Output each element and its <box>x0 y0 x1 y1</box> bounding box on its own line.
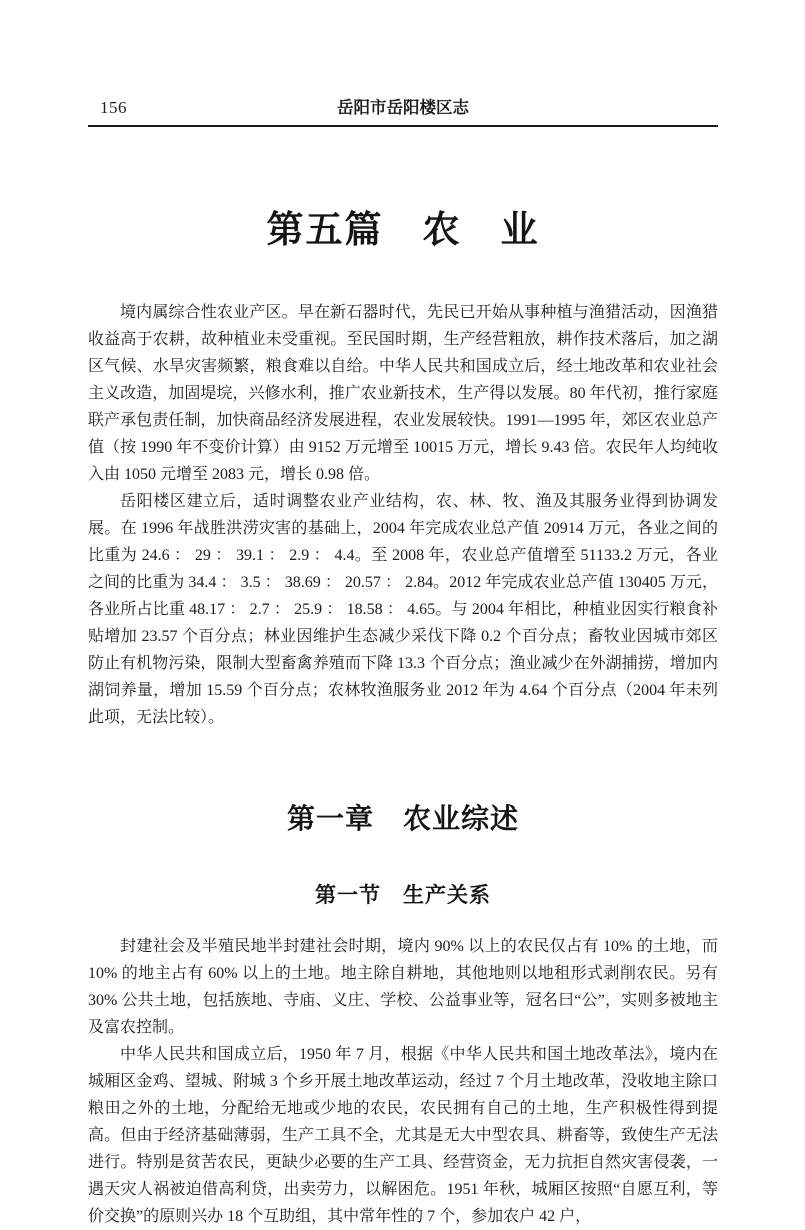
intro-paragraph-2: 岳阳楼区建立后，适时调整农业产业结构，农、林、牧、渔及其服务业得到协调发展。在 1996 年战胜洪涝灾害的基础上，2004 年完成农业总产值 20914 万元，各业之间的比重为 24.6 ： 29 ： 39.1 ： 2.9 ： 4.4。至 2008 年，农业总产值增至 51133.2 万元，各业之间的比重为 34.4 ： 3.5 ： 38.69 ： 20.57 ： 2.84。2012 年完成农业总产值 130405 万元，各业所占比重 48.17 ： 2.7 ： 25.9 ： 18.58 ： 4.65。与 2004 年相比，种植业因实行粮食补贴增加 23.57 个百分点；林业因维护生态减少采伐下降 0.2 个百分点；畜牧业因城市郊区防止有机物污染，限制大型畜禽养殖而下降 13.3 个百分点；渔业减少在外湖捕捞，增加内湖饲养量，增加 15.59 个百分点；农林牧渔服务业 2012 年为 4.64 个百分点（2004 年未列此项，无法比较）。 <box>88 493 718 726</box>
section-block <box>88 933 718 1230</box>
part-title: 第五篇 农 业 <box>266 210 540 251</box>
page-number: 156 <box>100 98 127 117</box>
section-paragraph-2: 中华人民共和国成立后，1950 年 7 月，根据《中华人民共和国土地改革法》，境内在城厢区金鸡、望城、附城 3 个乡开展土地改革运动，经过 7 个月土地改革，没收地主除口粮田之外的土地，分配给无地或少地的农民，农民拥有自己的土地，生产积极性得到提高。但由于经济基础薄弱，生产工具不全，尤其是无大中型农具、耕畜等，致使生产无法进行。特别是贫苦农民，更缺少必要的生产工具、经营资金，无力抗拒自然灾害侵袭，一遇天灾人祸被迫借高利贷，出卖劳力，以解困危。1951 年秋，城厢区按照“自愿互利，等价交换”的原则兴办 18 个互助组，其中常年性的 7 个，参加农户 42 户， <box>88 1046 718 1225</box>
intro-block <box>88 299 718 731</box>
section-paragraph-1: 封建社会及半殖民地半封建社会时期，境内 90% 以上的农民仅占有 10% 的土地，而 10% 的地主占有 60% 以上的土地。地主除自耕地，其他地则以地租形式剥削农民。另有 30% 公共土地，包括族地、寺庙、义庄、学校、公益事业等，冠名曰“公”，实则多被地主及富农控制。 <box>88 938 718 1036</box>
page-header <box>88 0 718 127</box>
section-title: 第一节 生产关系 <box>315 884 491 907</box>
intro-paragraph-1: 境内属综合性农业产区。早在新石器时代，先民已开始从事种植与渔猎活动，因渔猎收益高于农耕，故种植业未受重视。至民国时期，生产经营粗放，耕作技术落后，加之湖区气候、水旱灾害频繁，粮食难以自给。中华人民共和国成立后，经土地改革和农业社会主义改造，加固堤垸，兴修水利，推广农业新技术，生产得以发展。80 年代初，推行家庭联产承包责任制，加快商品经济发展进程，农业发展较快。1991—1995 年，郊区农业总产值（按 1990 年不变价计算）由 9152 万元增至 10015 万元，增长 9.43 倍。农民年人均纯收入由 1050 元增至 2083 元，增长 0.98 倍。 <box>88 304 718 483</box>
running-title: 岳阳市岳阳楼区志 <box>337 99 469 117</box>
chapter-title: 第一章 农业综述 <box>286 803 519 834</box>
